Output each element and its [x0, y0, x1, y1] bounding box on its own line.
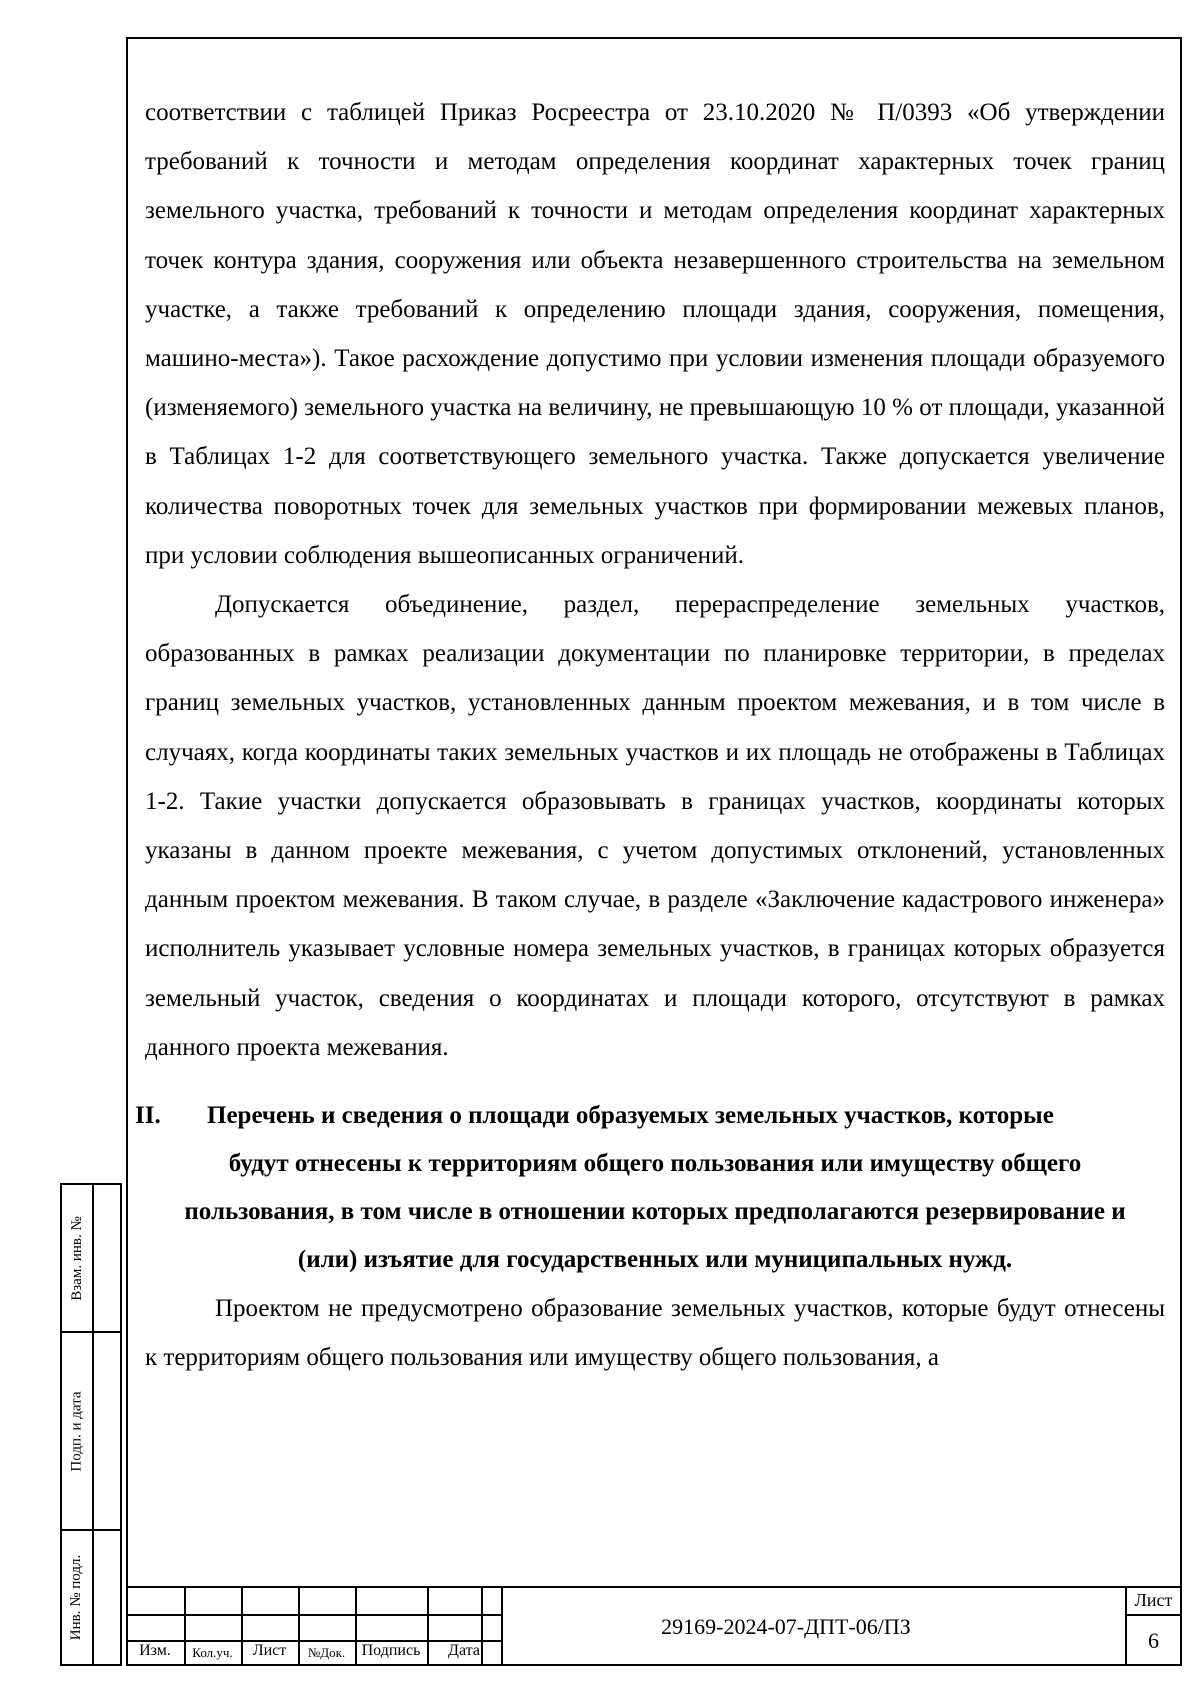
side-cell-podp — [60, 1331, 122, 1531]
side-margin-columns — [60, 1183, 124, 1666]
side-cell-vzam — [60, 1183, 122, 1333]
side-label-vzam: Взам. инв. № — [68, 1215, 85, 1301]
section-heading-text-1: Перечень и сведения о площади образуемых земельных участков, которые — [207, 1102, 1054, 1130]
section-heading-text-2: будут отнесены к территориям общего пользования или имуществу общего пользования, в том числе в отношении которых предполагаются резервирование и (или) изъятие для государственных или муниципальных нужд. — [184, 1150, 1126, 1274]
side-cell-inv — [60, 1529, 122, 1666]
paragraph-3: Проектом не предусмотрено образование земельных участков, которые будут отнесены к территориям общего пользования или имуществу общего пользования, а — [145, 1295, 1165, 1372]
sheet-box — [1125, 1588, 1182, 1666]
section-heading — [135, 1092, 1165, 1284]
col-list: Лист — [252, 1642, 287, 1659]
section-number: II. — [135, 1102, 161, 1130]
col-podpis: Подпись — [361, 1642, 421, 1659]
sheet-label: Лист — [1134, 1590, 1173, 1610]
side-label-podp: Подп. и дата — [68, 1390, 85, 1472]
side-label-inv: Инв. № подл. — [68, 1554, 85, 1641]
paragraph-2: Допускается объединение, раздел, перераспределение земельных участков, образованных в рамках реализации документации по планировке территории, в пределах границ земельных участков, установленных данным проектом межевания, и в том числе в случаях, когда координаты таких земельных участков и их площадь не отображены в Таблицах 1-2. Такие участки допускается образовывать в границах участков, координаты которых указаны в данном проекте межевания, с учетом допустимых отклонений, установленных данным проектом межевания. В таком случае, в разделе «Заключение кадастрового инженера» исполнитель указывает условные номера земельных участков, в границах которых образуется земельный участок, сведения о координатах и площади которого, отсутствуют в рамках данного проекта межевания. — [145, 591, 1165, 1061]
document-code: 29169-2024-07-ДПТ-06/ПЗ — [661, 1614, 911, 1639]
col-n-dok: №Док. — [307, 1645, 346, 1660]
col-data: Дата — [448, 1642, 480, 1659]
title-block — [126, 1586, 1182, 1666]
section-heading-line-1 — [135, 1092, 1165, 1140]
col-izm: Изм. — [139, 1642, 171, 1659]
document-body — [135, 88, 1165, 1382]
sheet-number: 6 — [1148, 1628, 1159, 1653]
col-kol-uch: Кол.уч. — [192, 1645, 233, 1660]
revision-table — [126, 1588, 501, 1666]
paragraph-1: соответствии с таблицей Приказ Росреестра от 23.10.2020 № П/0393 «Об утверждении требований к точности и методам определения координат характерных точек границ земельного участка, требований к точности и методам определения координат характерных точек контура здания, сооружения или объекта незавершенного строительства на земельном участке, а также требований к определению площади здания, сооружения, помещения, машино-места»). Такое расхождение допустимо при условии изменения площади образуемого (изменяемого) земельного участка на величину, не превышающую 10 % от площади, указанной в Таблицах 1-2 для соответствующего земельного участка. Также допускается увеличение количества поворотных точек для земельных участков при формировании межевых планов, при условии соблюдения вышеописанных ограничений. — [145, 99, 1165, 569]
